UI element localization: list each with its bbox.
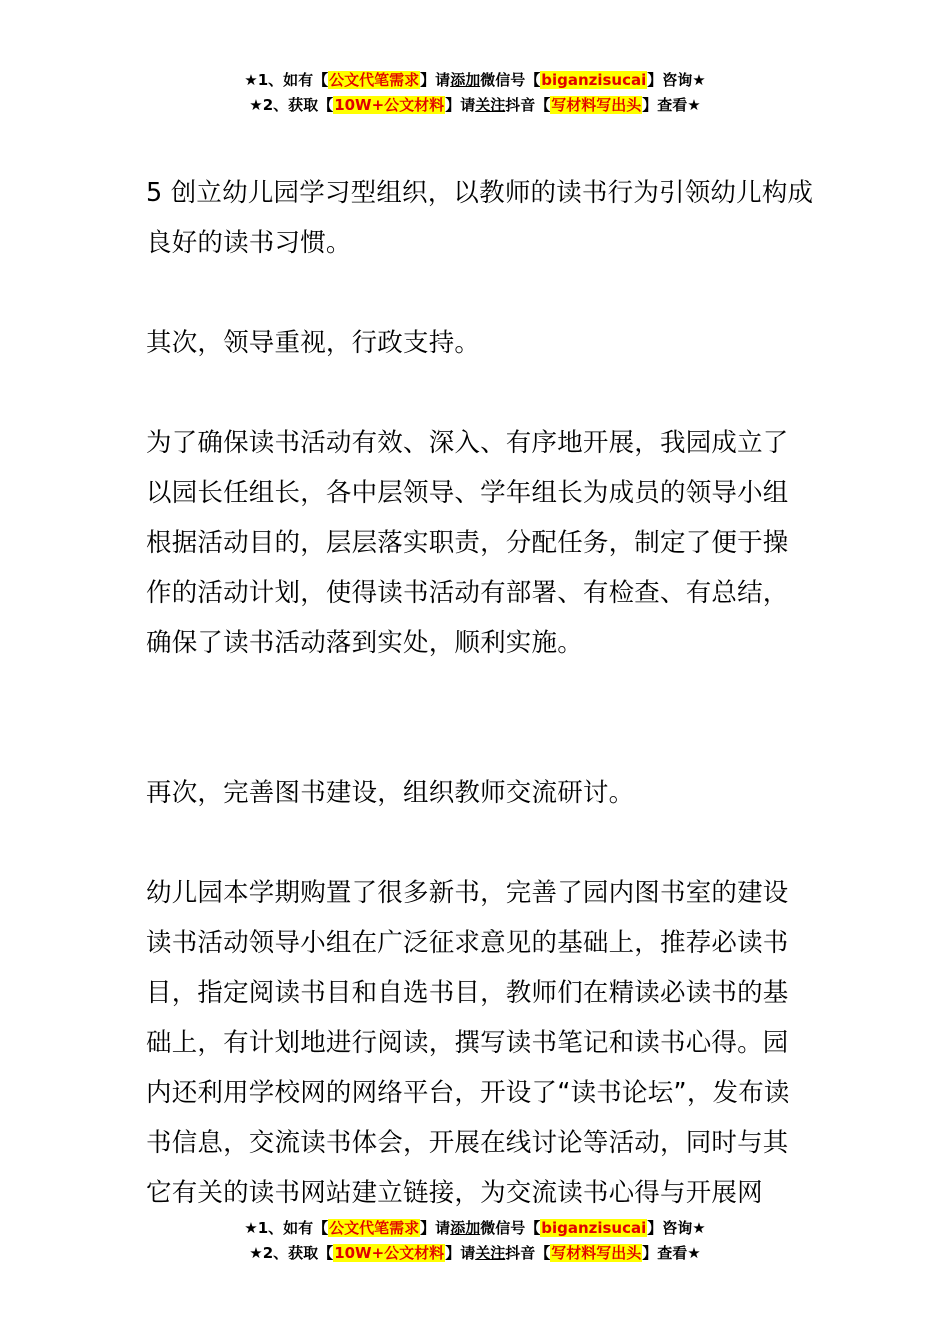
paragraph-spacer xyxy=(146,668,814,768)
banner-line-1: ★1、如有【公文代笔需求】请添加微信号【biganzisucai】咨询★ xyxy=(244,71,706,89)
banner-highlight: 公文代笔需求 xyxy=(329,1219,420,1237)
banner-highlight: 写材料写出头 xyxy=(551,96,642,114)
banner-line-2: ★2、获取【10W+公文材料】请关注抖音【写材料写出头】查看★ xyxy=(249,1244,701,1262)
paragraph-spacer xyxy=(146,818,814,868)
header-banner xyxy=(0,68,950,118)
banner-highlight: biganzisucai xyxy=(541,71,647,89)
paragraph: 再次，完善图书建设，组织教师交流研讨。 xyxy=(146,778,635,808)
banner-line-2: ★2、获取【10W+公文材料】请关注抖音【写材料写出头】查看★ xyxy=(249,96,701,114)
banner-highlight: 写材料写出头 xyxy=(551,1244,642,1262)
paragraph: 为了确保读书活动有效、深入、有序地开展，我园成立了以园长任组长，各中层领导、学年组长为成员的领导小组根据活动目的，层层落实职责，分配任务，制定了便于操作的活动计划，使得读书活动有部署、有检查、有总结，确保了读书活动落到实处，顺利实施。 xyxy=(146,428,789,658)
paragraph: 5 创立幼儿园学习型组织，以教师的读书行为引领幼儿构成良好的读书习惯。 xyxy=(146,178,814,258)
footer-banner xyxy=(0,1216,950,1266)
banner-highlight: 10W+公文材料 xyxy=(334,96,445,114)
banner-highlight: biganzisucai xyxy=(541,1219,647,1237)
banner-line-1: ★1、如有【公文代笔需求】请添加微信号【biganzisucai】咨询★ xyxy=(244,1219,706,1237)
paragraph: 幼儿园本学期购置了很多新书，完善了园内图书室的建设读书活动领导小组在广泛征求意见的基础上，推荐必读书目，指定阅读书目和自选书目，教师们在精读必读书的基础上，有计划地进行阅读，撰写读书笔记和读书心得。园内还利用学校网的网络平台，开设了“读书论坛”，发布读书信息，交流读书体会，开展在线讨论等活动，同时与其它有关的读书网站建立链接，为交流读书心得与开展网 xyxy=(146,878,790,1208)
banner-highlight: 10W+公文材料 xyxy=(334,1244,445,1262)
paragraph-spacer xyxy=(146,268,814,318)
document-body xyxy=(146,168,814,1218)
paragraph: 其次，领导重视，行政支持。 xyxy=(146,328,481,358)
banner-highlight: 公文代笔需求 xyxy=(329,71,420,89)
paragraph-spacer xyxy=(146,368,814,418)
